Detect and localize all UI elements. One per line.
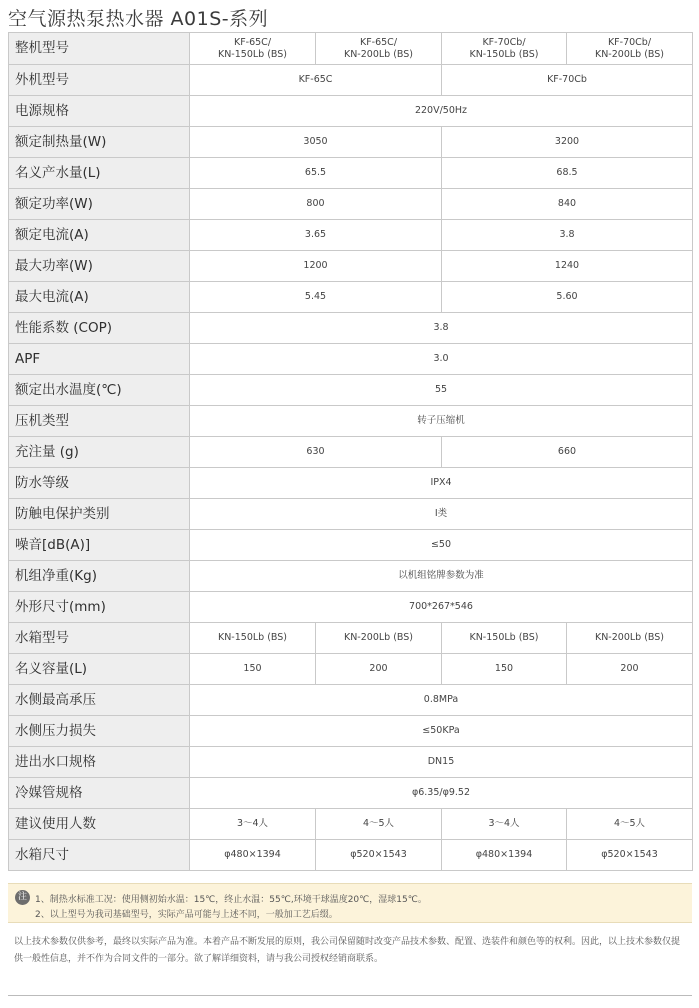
row-label: 名义容量(L)	[9, 654, 190, 685]
table-row	[9, 251, 693, 282]
value-cell: 3～4人	[190, 809, 316, 840]
value-cell: 1240	[442, 251, 693, 282]
value-cell: KF-65C	[190, 65, 442, 96]
row-label: 额定出水温度(℃)	[9, 375, 190, 406]
row-label: 性能系数 (COP)	[9, 313, 190, 344]
note-line-1: 1、制热水标准工况：使用侧初始水温：15℃，终止水温：55℃,环境干球温度20℃，湿球15℃。	[35, 895, 427, 905]
row-label: 建议使用人数	[9, 809, 190, 840]
table-row	[9, 344, 693, 375]
value-cell: 3200	[442, 127, 693, 158]
value-cell: I类	[190, 499, 693, 530]
table-row	[9, 840, 693, 871]
note-icon: 注	[15, 890, 30, 905]
table-row	[9, 623, 693, 654]
value-cell: 200	[567, 654, 693, 685]
row-label: 电源规格	[9, 96, 190, 127]
value-cell: KN-200Lb (BS)	[316, 623, 442, 654]
table-row	[9, 530, 693, 561]
row-label: 水箱型号	[9, 623, 190, 654]
value-cell: KF-65C/ KN-150Lb (BS)	[190, 33, 316, 65]
row-label: 充注量 (g)	[9, 437, 190, 468]
value-cell: 5.45	[190, 282, 442, 313]
table-row	[9, 592, 693, 623]
table-row	[9, 127, 693, 158]
table-row	[9, 158, 693, 189]
table-row	[9, 189, 693, 220]
row-label: 额定制热量(W)	[9, 127, 190, 158]
row-label: 水箱尺寸	[9, 840, 190, 871]
value-cell: KF-70Cb/ KN-200Lb (BS)	[567, 33, 693, 65]
bottom-divider	[8, 995, 692, 996]
value-cell: 4～5人	[567, 809, 693, 840]
row-label: 冷媒管规格	[9, 778, 190, 809]
table-row	[9, 809, 693, 840]
table-row	[9, 33, 693, 65]
table-row	[9, 65, 693, 96]
row-label: 防触电保护类别	[9, 499, 190, 530]
value-cell: 68.5	[442, 158, 693, 189]
row-label: 进出水口规格	[9, 747, 190, 778]
table-row	[9, 282, 693, 313]
value-cell: 700*267*546	[190, 592, 693, 623]
row-label: 防水等级	[9, 468, 190, 499]
row-label: 水侧最高承压	[9, 685, 190, 716]
value-cell: 800	[190, 189, 442, 220]
row-label: 名义产水量(L)	[9, 158, 190, 189]
row-label: 噪音[dB(A)]	[9, 530, 190, 561]
table-row	[9, 313, 693, 344]
table-row	[9, 96, 693, 127]
table-row	[9, 375, 693, 406]
table-row	[9, 654, 693, 685]
value-cell: KN-150Lb (BS)	[442, 623, 567, 654]
value-cell: DN15	[190, 747, 693, 778]
disclaimer-text: 以上技术参数仅供参考，最终以实际产品为准。本着产品不断发展的原则，我公司保留随时改变产品技术参数、配置、选装件和颜色等的权利。因此，以上技术参数仅提供一般性信息，并不作为合同文件的一部分。欲了解详细资料，请与我公司授权经销商联系。	[14, 937, 681, 964]
value-cell: IPX4	[190, 468, 693, 499]
value-cell: 150	[442, 654, 567, 685]
value-cell: 3050	[190, 127, 442, 158]
value-cell: 220V/50Hz	[190, 96, 693, 127]
value-cell: 3.65	[190, 220, 442, 251]
value-cell: KN-150Lb (BS)	[190, 623, 316, 654]
value-cell: 以机组铭牌参数为准	[190, 561, 693, 592]
row-label: 额定功率(W)	[9, 189, 190, 220]
value-cell: KF-70Cb	[442, 65, 693, 96]
page-title: 空气源热泵热水器 A01S-系列	[8, 8, 269, 30]
value-cell: ≤50	[190, 530, 693, 561]
value-cell: KF-70Cb/ KN-150Lb (BS)	[442, 33, 567, 65]
value-cell: φ480×1394	[190, 840, 316, 871]
value-cell: 1200	[190, 251, 442, 282]
table-row	[9, 406, 693, 437]
value-cell: 3.8	[190, 313, 693, 344]
value-cell: KN-200Lb (BS)	[567, 623, 693, 654]
row-label: 最大功率(W)	[9, 251, 190, 282]
row-label: 额定电流(A)	[9, 220, 190, 251]
value-cell: 3.0	[190, 344, 693, 375]
value-cell: 3～4人	[442, 809, 567, 840]
value-cell: 转子压缩机	[190, 406, 693, 437]
table-row	[9, 685, 693, 716]
value-cell: 4～5人	[316, 809, 442, 840]
table-row	[9, 468, 693, 499]
row-label: 水侧压力损失	[9, 716, 190, 747]
row-label: 外形尺寸(mm)	[9, 592, 190, 623]
table-row	[9, 716, 693, 747]
notes-box	[8, 883, 692, 923]
value-cell: 150	[190, 654, 316, 685]
table-row	[9, 561, 693, 592]
spec-table	[8, 32, 693, 871]
value-cell: 660	[442, 437, 693, 468]
row-label: APF	[9, 344, 190, 375]
value-cell: KF-65C/ KN-200Lb (BS)	[316, 33, 442, 65]
value-cell: 200	[316, 654, 442, 685]
row-label: 机组净重(Kg)	[9, 561, 190, 592]
value-cell: 55	[190, 375, 693, 406]
value-cell: 0.8MPa	[190, 685, 693, 716]
value-cell: φ520×1543	[567, 840, 693, 871]
row-label: 外机型号	[9, 65, 190, 96]
value-cell: 3.8	[442, 220, 693, 251]
row-label: 整机型号	[9, 33, 190, 65]
table-row	[9, 778, 693, 809]
value-cell: 630	[190, 437, 442, 468]
value-cell: 5.60	[442, 282, 693, 313]
table-row	[9, 499, 693, 530]
value-cell: φ480×1394	[442, 840, 567, 871]
table-row	[9, 220, 693, 251]
note-line-2: 2、以上型号为我司基础型号，实际产品可能与上述不同，一般加工艺后缀。	[35, 910, 338, 920]
row-label: 最大电流(A)	[9, 282, 190, 313]
value-cell: ≤50KPa	[190, 716, 693, 747]
table-row	[9, 437, 693, 468]
row-label: 压机类型	[9, 406, 190, 437]
table-row	[9, 747, 693, 778]
value-cell: 840	[442, 189, 693, 220]
value-cell: φ520×1543	[316, 840, 442, 871]
value-cell: φ6.35/φ9.52	[190, 778, 693, 809]
value-cell: 65.5	[190, 158, 442, 189]
